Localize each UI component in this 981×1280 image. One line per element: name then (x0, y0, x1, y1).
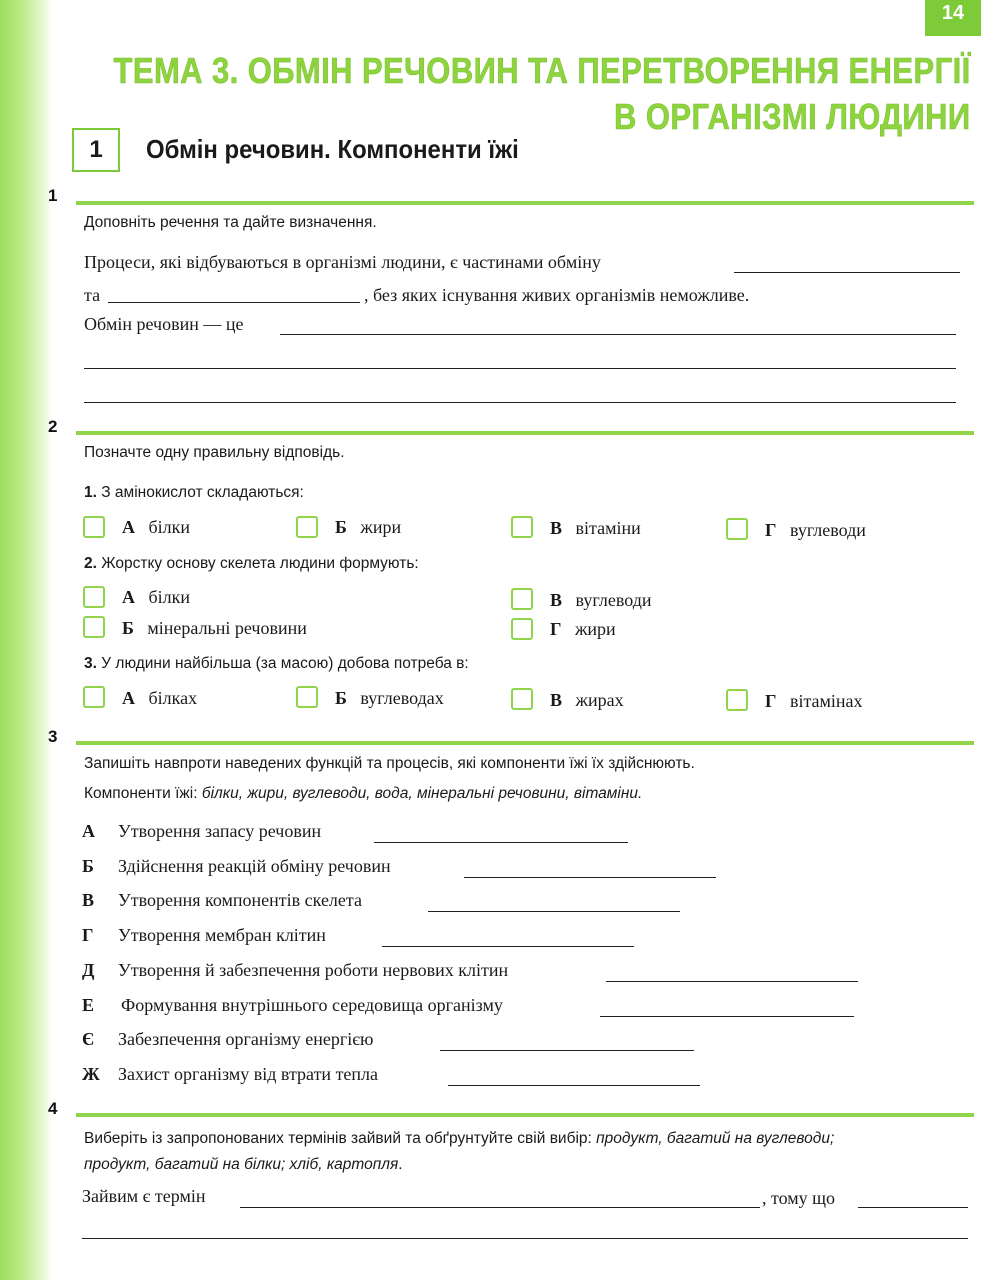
answer-blank[interactable] (428, 911, 680, 912)
task2-instruction: Позначте одну правильну відповідь. (84, 444, 345, 461)
task4-instruction-line1: Виберіть із запропонованих термінів зайвий та обґрунтуйте свій вибір: продукт, багатий на вуглеводи; (84, 1130, 835, 1147)
answer-blank[interactable] (374, 842, 628, 843)
function-item: Ж (82, 1064, 100, 1084)
function-item: А (82, 821, 95, 841)
lesson-title: Обмін речовин. Компоненти їжі (146, 134, 519, 164)
function-text: Здійснення реакцій обміну речовин (118, 856, 391, 876)
option-label: А білки (122, 517, 191, 537)
answer-blank[interactable] (600, 1016, 854, 1017)
task-divider-3 (76, 741, 974, 745)
option-label: Г жири (550, 619, 616, 639)
function-text: Утворення компонентів скелета (118, 890, 362, 910)
task3-components (84, 785, 642, 803)
task-divider-1 (76, 201, 974, 205)
question-1 (84, 484, 304, 502)
task3-instruction: Запишіть навпроти наведених функцій та процесів, які компоненти їжі їх здійснюють. (84, 755, 695, 772)
task4-answer-mid: , тому що (762, 1188, 836, 1208)
answer-checkbox[interactable] (511, 588, 533, 610)
function-text: Забезпечення організму енергією (118, 1029, 374, 1049)
task4-answer-label: Зайвим є термін (82, 1186, 206, 1206)
option-label: А білки (122, 587, 191, 607)
question-number: 1. (84, 484, 97, 501)
components-list: білки, жири, вуглеводи, вода, мінеральні речовини, вітаміни. (201, 785, 643, 802)
task1-definition-label: Обмін речовин — це (84, 314, 244, 334)
page-number: 14 (925, 0, 981, 36)
answer-checkbox[interactable] (83, 516, 105, 538)
function-text: Утворення й забезпечення роботи нервових клітин (118, 960, 509, 980)
function-item: Г (82, 925, 94, 945)
answer-blank[interactable] (108, 302, 360, 303)
answer-checkbox[interactable] (726, 518, 748, 540)
answer-blank[interactable] (440, 1050, 694, 1051)
task1-sentence-1: Процеси, які відбуваються в організмі людини, є частинами обміну (84, 252, 601, 272)
option-label: А білках (122, 688, 198, 708)
task-divider-2 (76, 431, 974, 435)
topic-title-line1: ТЕМА 3. ОБМІН РЕЧОВИН ТА ПЕРЕТВОРЕННЯ ЕНЕРГІЇ (113, 50, 971, 91)
option-label: Г вітамінах (765, 691, 863, 711)
answer-checkbox[interactable] (511, 516, 533, 538)
option-label: Б вуглеводах (335, 688, 444, 708)
question-number: 3. (84, 655, 97, 672)
answer-blank[interactable] (734, 272, 960, 273)
function-text: Захист організму від втрати тепла (118, 1064, 379, 1084)
task-number-3: 3 (48, 727, 58, 746)
option-label: Г вуглеводи (765, 520, 866, 540)
answer-blank[interactable] (448, 1085, 700, 1086)
option-label: Б мінеральні речовини (122, 618, 307, 638)
topic-title-line2: В ОРГАНІЗМІ ЛЮДИНИ (614, 96, 971, 137)
task-divider-4 (76, 1113, 974, 1117)
answer-blank[interactable] (280, 334, 956, 335)
question-text: У людини найбільша (за масою) добова потреба в: (101, 655, 469, 672)
answer-blank[interactable] (606, 981, 858, 982)
function-item: Є (82, 1029, 95, 1049)
answer-checkbox[interactable] (511, 618, 533, 640)
answer-checkbox[interactable] (296, 516, 318, 538)
components-label: Компоненти їжі: (84, 785, 198, 802)
answer-blank[interactable] (464, 877, 716, 878)
function-item: Е (82, 995, 95, 1015)
function-text: Утворення запасу речовин (118, 821, 322, 841)
task1-instruction: Доповніть речення та дайте визначення. (84, 214, 377, 231)
function-item: Б (82, 856, 94, 876)
option-label: В вітаміни (550, 518, 641, 538)
task4-instruction-line2: продукт, багатий на білки; хліб, картопля. (84, 1156, 403, 1173)
question-3 (84, 655, 469, 673)
side-color-bar (0, 0, 52, 1280)
task-number-4: 4 (48, 1099, 58, 1118)
option-label: Б жири (335, 517, 402, 537)
task-number-1: 1 (48, 186, 58, 205)
task1-sentence-2-start: та (84, 285, 101, 305)
task-number-2: 2 (48, 417, 58, 436)
question-text: Жорстку основу скелета людини формують: (101, 555, 419, 572)
answer-blank[interactable] (84, 368, 956, 369)
answer-checkbox[interactable] (83, 586, 105, 608)
answer-checkbox[interactable] (296, 686, 318, 708)
answer-checkbox[interactable] (83, 616, 105, 638)
question-2 (84, 555, 419, 573)
function-text: Формування внутрішнього середовища організму (121, 995, 503, 1015)
answer-blank[interactable] (82, 1238, 968, 1239)
answer-checkbox[interactable] (726, 689, 748, 711)
answer-checkbox[interactable] (511, 688, 533, 710)
answer-checkbox[interactable] (83, 686, 105, 708)
function-item: В (82, 890, 95, 910)
function-text: Утворення мембран клітин (118, 925, 326, 945)
function-item: Д (82, 960, 95, 980)
answer-blank[interactable] (240, 1207, 760, 1208)
option-label: В вуглеводи (550, 590, 652, 610)
question-number: 2. (84, 555, 97, 572)
answer-blank[interactable] (84, 402, 956, 403)
option-label: В жирах (550, 690, 624, 710)
task1-sentence-2-end: , без яких існування живих організмів неможливе. (364, 285, 750, 305)
question-text: З амінокислот складаються: (101, 484, 304, 501)
lesson-number: 1 (72, 128, 120, 172)
answer-blank[interactable] (382, 946, 634, 947)
answer-blank[interactable] (858, 1207, 968, 1208)
